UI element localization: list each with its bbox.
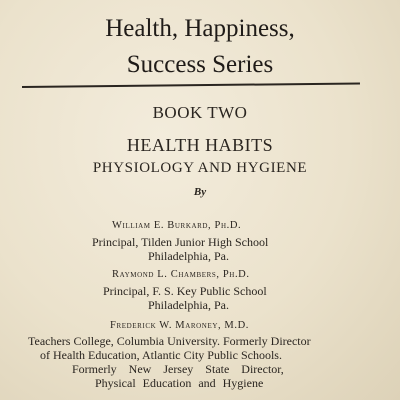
author-affiliation: Philadelphia, Pa.	[148, 249, 229, 263]
author-affiliation: Teachers College, Columbia University. Formerly Director	[28, 334, 311, 348]
author-affiliation: Philadelphia, Pa.	[148, 298, 229, 312]
book-title: HEALTH HABITS	[126, 135, 274, 155]
author-affiliation: Principal, Tilden Junior High School	[92, 235, 269, 249]
horizontal-rule	[22, 82, 360, 88]
author-name: Raymond L. Chambers, Ph.D.	[112, 269, 250, 280]
book-subtitle: PHYSIOLOGY AND HYGIENE	[92, 160, 308, 176]
author-affiliation: Formerly New Jersey State Director,	[72, 362, 284, 376]
author-affiliation: of Health Education, Atlantic City Public Schools.	[40, 348, 282, 362]
series-title-line-2: Success Series	[126, 51, 274, 78]
author-name: Frederick W. Maroney, M.D.	[110, 320, 249, 331]
by-line: By	[193, 186, 207, 198]
author-name: William E. Burkard, Ph.D.	[112, 220, 242, 231]
author-affiliation: Principal, F. S. Key Public School	[103, 284, 267, 298]
book-volume: BOOK TWO	[152, 103, 248, 122]
author-affiliation: Physical Education and Hygiene	[95, 376, 264, 390]
series-title-line-1: Health, Happiness,	[105, 15, 295, 42]
